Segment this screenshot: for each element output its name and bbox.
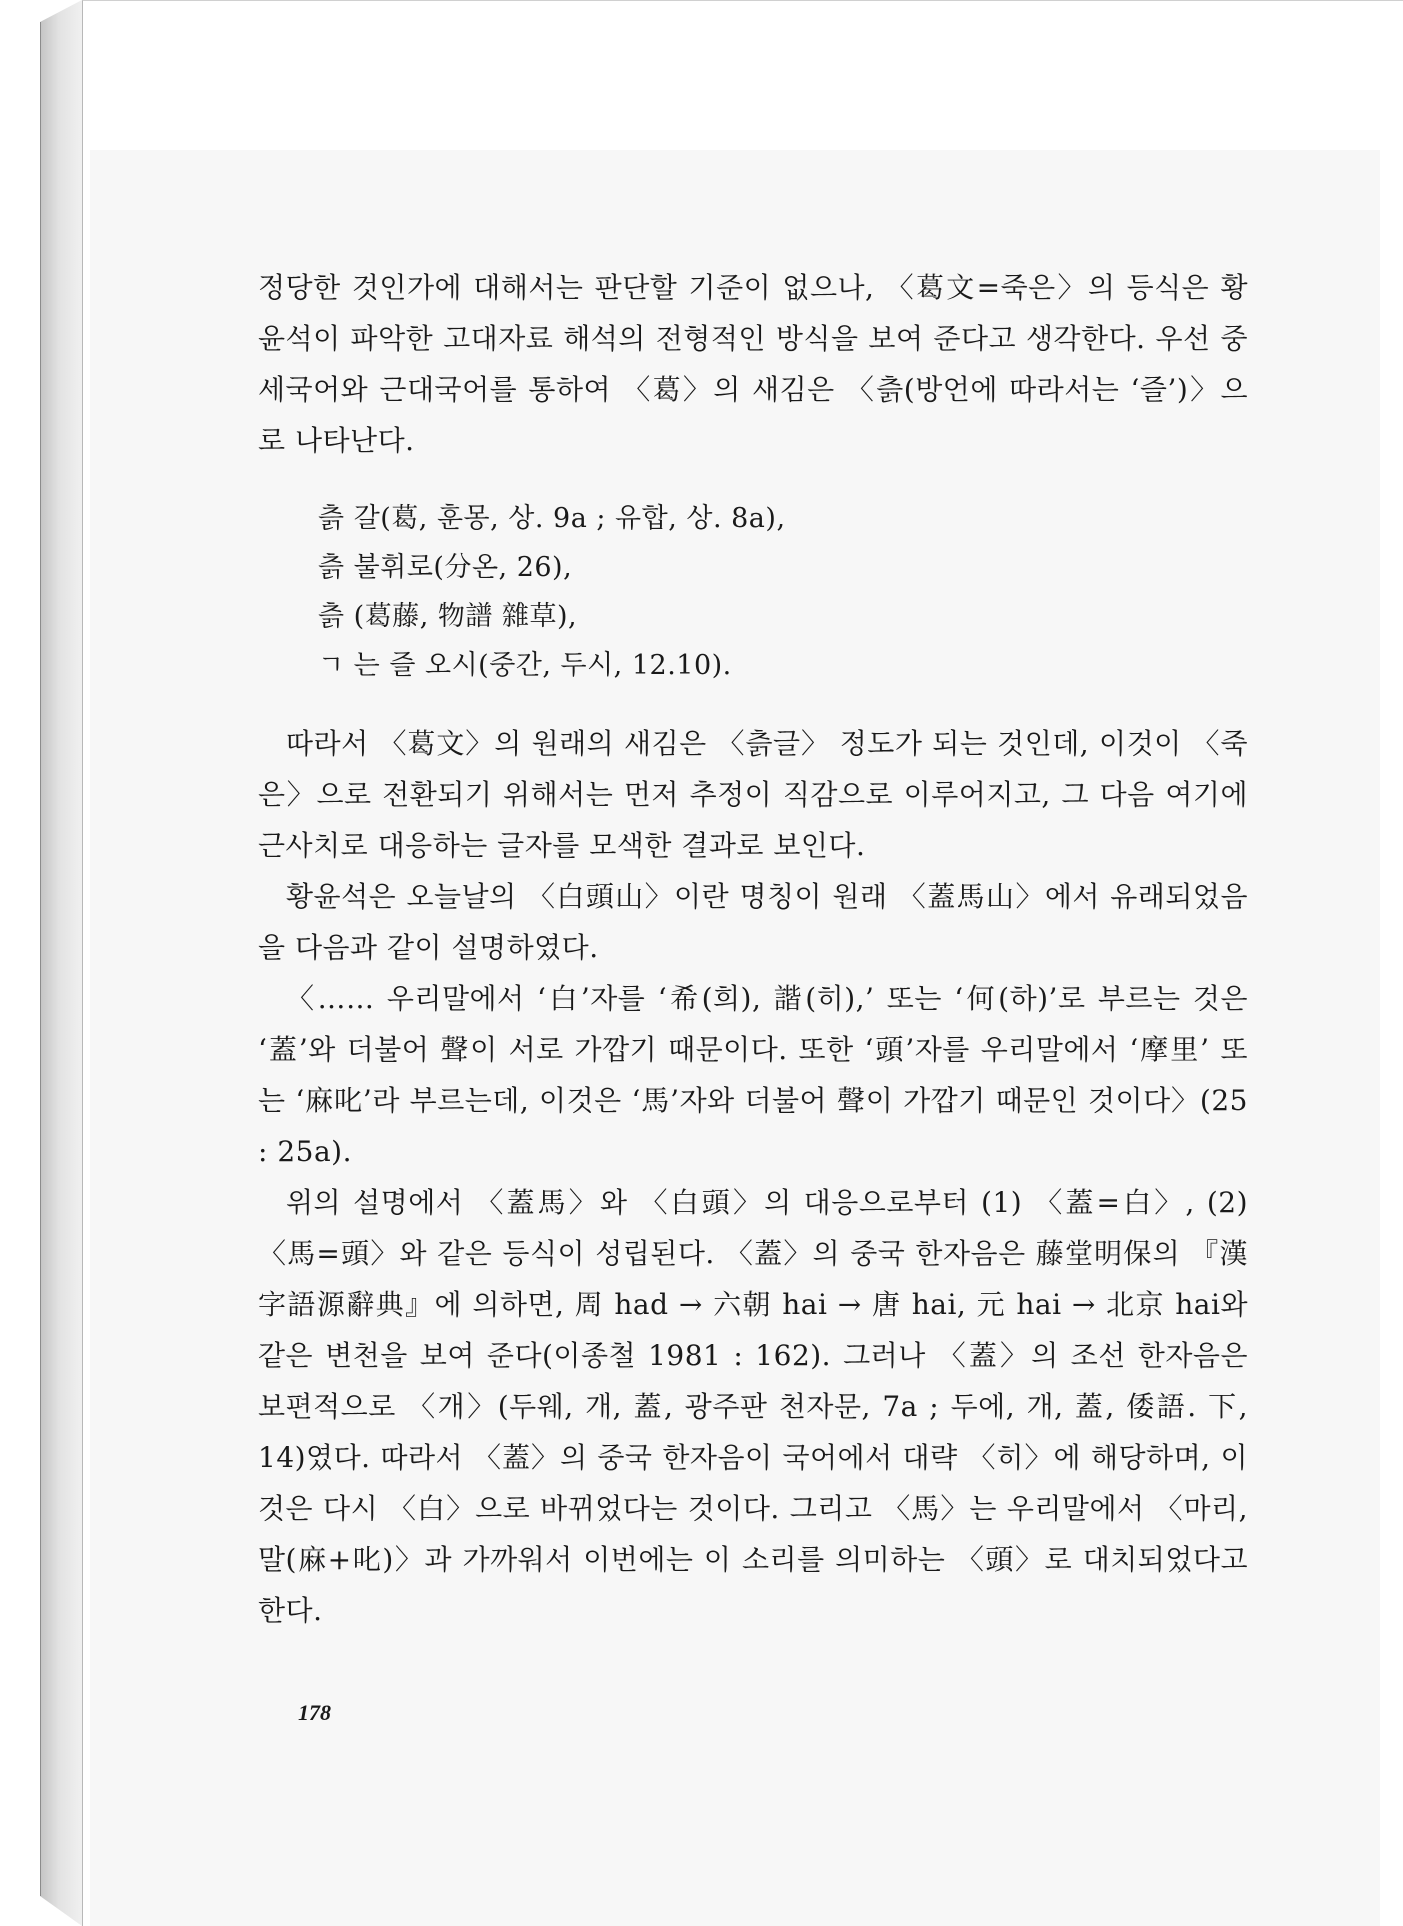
paragraph: 따라서 〈葛文〉의 원래의 새김은 〈츩글〉 정도가 되는 것인데, 이것이 〈죽은〉으로 전환되기 위해서는 먼저 추정이 직감으로 이루어지고, 그 다음 여기에 근사치로 대응하는 글자를 모색한 결과로 보인다. (258, 727, 1248, 862)
paragraph: 위의 설명에서 〈蓋馬〉와 〈白頭〉의 대응으로부터 (1) 〈蓋=白〉, (2) 〈馬=頭〉와 같은 등식이 성립된다. 〈蓋〉의 중국 한자음은 藤堂明保의 『漢字語源辭典』에 의하면, 周 had → 六朝 hai → 唐 hai, 元 hai → 北京 hai와 같은 변천을 보여 준다(이종철 1981 : 162). 그러나 〈蓋〉의 조선 한자음은 보편적으로 〈개〉(두웨, 개, 蓋, 광주판 천자문, 7a ; 두에, 개, 蓋, 倭語. 下, 14)였다. 따라서 〈蓋〉의 중국 한자음이 국어에서 대략 〈히〉에 해당하며, 이것은 다시 〈白〉으로 바뀌었다는 것이다. 그리고 〈馬〉는 우리말에서 〈마리, 말(麻+叱)〉과 가까워서 이번에는 이 소리를 의미하는 〈頭〉로 대치되었다고 한다. (258, 1186, 1248, 1627)
citation-line: 츩 갈(葛, 훈몽, 상. 9a ; 유합, 상. 8a), (318, 503, 786, 534)
spine-edge (40, 22, 41, 1896)
paragraph-quotation: 〈…… 우리말에서 ‘白’자를 ‘希(희), 諧(히),’ 또는 ‘何(하)’로 부르는 것은 ‘蓋’와 더불어 聲이 서로 가깝기 때문이다. 또한 ‘頭’자를 우리말에서 ‘摩里’ 또는 ‘麻叱’라 부르는데, 이것은 ‘馬’자와 더불어 聲이 가깝기 때문인 것이다〉(25 : 25a). (258, 982, 1248, 1168)
citation-line: ㄱ 는 즐 오시(중간, 두시, 12.10). (318, 650, 732, 681)
page-body (258, 262, 1248, 1636)
paragraph: 황윤석은 오늘날의 〈白頭山〉이란 명칭이 원래 〈蓋馬山〉에서 유래되었음을 다음과 같이 설명하였다. (258, 880, 1248, 964)
citation-line: 츩 불휘로(分온, 26), (318, 552, 573, 583)
book-spine (40, 0, 82, 1926)
paragraph-intro: 정당한 것인가에 대해서는 판단할 기준이 없으나, 〈葛文=죽은〉의 등식은 황윤석이 파악한 고대자료 해석의 전형적인 방식을 보여 준다고 생각한다. 우선 중세국어와 근대국어를 통하여 〈葛〉의 새김은 〈츩(방언에 따라서는 ‘즐’)〉으로 나타난다. (258, 271, 1248, 457)
citation-line: 츩 (葛藤, 物譜 雜草), (318, 601, 578, 632)
page-number: 178 (298, 1700, 331, 1725)
citation-list (318, 494, 1248, 690)
